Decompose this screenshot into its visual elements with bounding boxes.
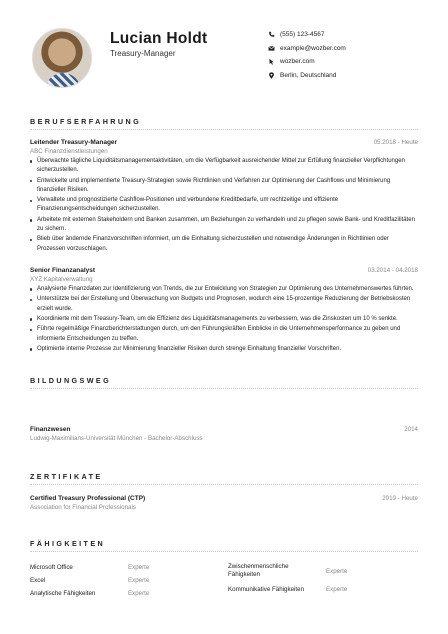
job-entry — [30, 267, 418, 355]
certificate-date: 2019 - Heute — [382, 495, 418, 502]
job-bullet: Arbeitete mit externen Stakeholdern und Banken zusammen, um Beziehungen zu verhandeln und zu pflegen sowie Bank- und Kreditfazilitäten zu sichern. — [30, 216, 418, 234]
education-entry — [30, 426, 418, 442]
contact-location — [268, 69, 346, 83]
contact-website-text: wozber.com — [280, 58, 315, 66]
job-bullet: Führte regelmäßige Finanzberichterstattungen durch, um den Führungskräften Einblicke in die Unternehmensperformance zu geben und informierte Entscheidungen zu treffen. — [30, 325, 418, 343]
section-title-experience: BERUFSERFAHRUNG — [30, 117, 142, 126]
section-title-education: BILDUNGSWEG — [30, 376, 112, 385]
contact-email-text: example@wozber.com — [280, 44, 346, 52]
section-divider — [30, 129, 418, 130]
resume-header — [30, 0, 418, 100]
section-title-certificates: ZERTIFIKATE — [30, 472, 103, 481]
person-name: Lucian Holdt — [110, 30, 208, 47]
job-bullet: Optimierte interne Prozesse zur Minimierung finanzieller Risiken durch strenge Einhaltung finanzieller Vorschriften. — [30, 345, 418, 354]
job-bullet: Analysierte Finanzdaten zur Identifizierung von Trends, die zur Entwicklung von Strategien zur Optimierung des Unternehmenswertes führten. — [30, 285, 418, 294]
link-icon — [268, 58, 280, 65]
job-bullet: Unterstützte bei der Erstellung und Überwachung von Budgets und Prognosen, wodurch eine 15-prozentige Reduzierung der Betriebskosten erzielt wurde. — [30, 295, 418, 313]
education-title: Finanzwesen — [30, 426, 71, 433]
certificate-issuer: Association for Financial Professionals — [30, 504, 136, 511]
skill-name: Excel — [30, 577, 46, 584]
job-company: XYZ Kapitalverwaltung — [30, 276, 93, 283]
section-divider — [30, 484, 418, 485]
contact-phone-text: (555) 123-4567 — [280, 31, 325, 39]
skill-name: Kommunikative Fähigkeiten — [228, 586, 305, 593]
contact-location-text: Berlin, Deutschland — [280, 71, 337, 79]
job-bullet: Koordinierte mit dem Treasury-Team, um die Effizienz des Liquiditätsmanagements zu verbessern, was die Zinskosten um 10 % senkte. — [30, 315, 418, 324]
education-detail: Ludwig-Maximilians-Universität München - Bachelor-Abschluss — [30, 435, 203, 442]
job-bullet: Entwickelte und implementierte Treasury-Strategien sowie Richtlinien und Verfahren zur Optimierung der Cashflows und Minimierung finanzieller Risiken. — [30, 177, 418, 195]
job-title: Senior Finanzanalyst — [30, 267, 96, 274]
skill-level: Experte — [128, 564, 150, 571]
skill-level: Experte — [128, 577, 150, 584]
mail-icon — [268, 45, 280, 52]
certificate-entry — [30, 495, 418, 511]
avatar — [32, 28, 92, 88]
job-bullet: Verwaltete und prognostizierte Cashflow-Positionen und verbundene Kreditbedarfe, um rechtzeitige und effiziente Finanzierungsentscheidungen sicherzustellen. — [30, 196, 418, 214]
skill-name: Analytische Fähigkeiten — [30, 590, 96, 597]
phone-icon — [268, 31, 280, 38]
contact-website[interactable] — [268, 55, 346, 69]
skill-level: Experte — [326, 586, 348, 593]
skill-name: Microsoft Office — [30, 564, 73, 571]
job-entry — [30, 139, 418, 255]
section-divider — [30, 388, 418, 389]
job-date: 03.2014 - 04.2018 — [367, 267, 418, 274]
contact-list — [268, 28, 346, 82]
section-title-skills: FÄHIGKEITEN — [30, 539, 106, 548]
job-date: 05.2018 - Heute — [373, 139, 418, 146]
contact-phone[interactable] — [268, 28, 346, 42]
job-company: ABC Finanzdienstleistungen — [30, 148, 108, 155]
skill-level: Experte — [326, 568, 348, 575]
certificate-title: Certified Treasury Professional (CTP) — [30, 495, 146, 502]
job-bullets — [30, 285, 418, 354]
skill-name: Zwischenmenschliche Fähigkeiten — [228, 563, 289, 578]
job-title: Leitender Treasury-Manager — [30, 139, 118, 146]
location-icon — [268, 72, 280, 79]
section-divider — [30, 551, 418, 552]
person-role: Treasury-Manager — [110, 49, 176, 58]
skill-level: Experte — [128, 590, 150, 597]
job-bullet: Blieb über ändernde Finanzvorschriften informiert, um die Einhaltung sicherzustellen und notwendige Änderungen in Richtlinien oder Prozessen vorzuschlagen. — [30, 235, 418, 253]
contact-email[interactable] — [268, 42, 346, 56]
job-bullets — [30, 157, 418, 254]
job-bullet: Überwachte tägliche Liquiditätsmanagementaktivitäten, um die Verfügbarkeit ausreichender Mittel zur Erfüllung finanzieller Verpflichtungen sicherzustellen. — [30, 157, 418, 175]
education-date: 2014 — [404, 426, 418, 433]
